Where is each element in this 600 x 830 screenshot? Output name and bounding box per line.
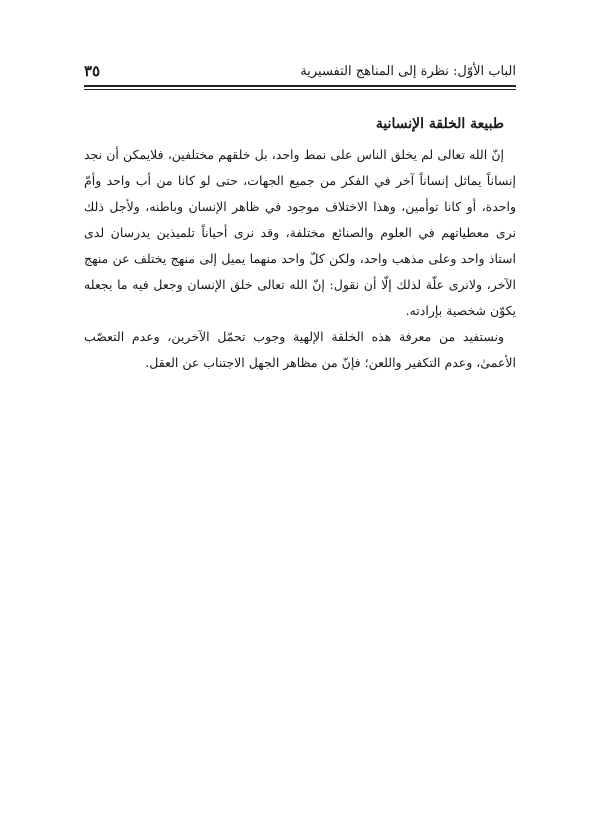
running-header (84, 60, 516, 82)
section-heading: طبيعة الخلقة الإنسانية (375, 116, 504, 132)
paragraph-1: إنّ الله تعالى لم يخلق الناس على نمط واحد، بل خلقهم مختلفين، فلايمكن أن نجد إنساناً يماثل إنساناً آخر في الفكر من جميع الجهات، حتى لو كانا من أب واحد وأمّ واحدة، أو كانا توأمين، وهذا الاختلاف موجود في ظاهر الإنسان وباطنه، ولأجل ذلك نرى معطياتهم في العلوم والصنائع مختلفة، وقد نرى أحياناً تلميذين يدرسان لدى استاذ واحد وعلى مذهب واحد، ولكن كلّ واحد منهما يميل إلى منهج يختلف عن منهج الآخر، ولانرى علّة لذلك إلّا أن نقول: إنّ الله تعالى خلق الإنسان وجعل فيه ما يجعله يكوّن شخصية بإرادته. (84, 147, 516, 318)
page-number: ٣٥ (84, 62, 101, 80)
main-content (84, 116, 516, 376)
header-rule-thin (84, 89, 516, 90)
header-rule-thick (84, 85, 516, 87)
paragraph-2: ونستفيد من معرفة هذه الخلقة الإلهية وجوب تحمّل الآخرين، وعدم التعصّب الأعمىٰ، وعدم التكفير واللعن؛ فإنّ من مظاهر الجهل الاجتناب عن العقل. (84, 329, 516, 370)
running-title: الباب الأوّل: نظرة إلى المناهج التفسيرية (300, 63, 516, 79)
